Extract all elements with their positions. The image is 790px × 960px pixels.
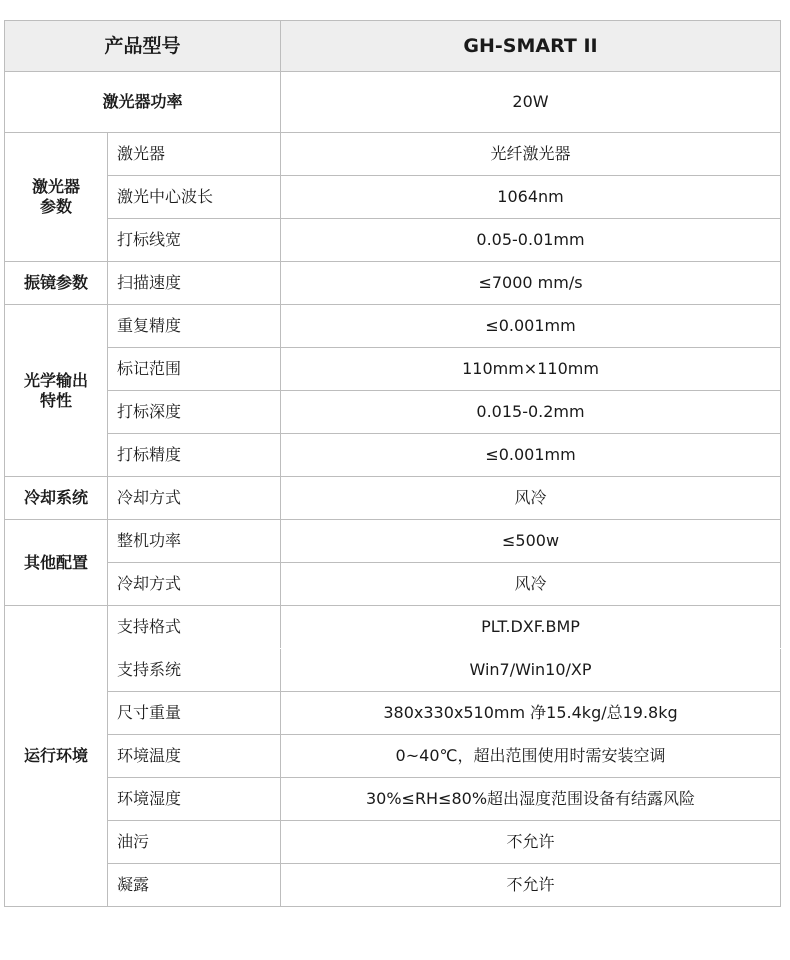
table-row — [5, 778, 781, 821]
row-item: 尺寸重量 — [108, 692, 281, 735]
row-item: 激光中心波长 — [108, 176, 281, 219]
category-galvo-params: 振镜参数 — [5, 262, 108, 305]
row-value: 1064nm — [281, 176, 781, 219]
row-item: 油污 — [108, 821, 281, 864]
row-item: 重复精度 — [108, 305, 281, 348]
table-row — [5, 305, 781, 348]
row-item: 冷却方式 — [108, 477, 281, 520]
row-item: 扫描速度 — [108, 262, 281, 305]
table-row — [5, 219, 781, 262]
row-value: ≤0.001mm — [281, 434, 781, 477]
header-row — [5, 21, 781, 72]
row-value: 110mm×110mm — [281, 348, 781, 391]
row-value: Win7/Win10/XP — [281, 649, 781, 692]
category-other: 其他配置 — [5, 520, 108, 606]
row-value: PLT.DXF.BMP — [281, 606, 781, 649]
table-row — [5, 864, 781, 907]
row-value: 0.05-0.01mm — [281, 219, 781, 262]
table-row — [5, 563, 781, 606]
row-item: 标记范围 — [108, 348, 281, 391]
row-value: 380x330x510mm 净15.4kg/总19.8kg — [281, 692, 781, 735]
row-item: 打标线宽 — [108, 219, 281, 262]
row-item: 支持格式 — [108, 606, 281, 649]
row-value: 不允许 — [281, 821, 781, 864]
category-environment: 运行环境 — [5, 606, 108, 907]
table-row — [5, 735, 781, 778]
row-value: 不允许 — [281, 864, 781, 907]
category-laser-params: 激光器 参数 — [5, 133, 108, 262]
row-item: 整机功率 — [108, 520, 281, 563]
row-item: 冷却方式 — [108, 563, 281, 606]
table-row — [5, 692, 781, 735]
row-value: ≤7000 mm/s — [281, 262, 781, 305]
row-value: 光纤激光器 — [281, 133, 781, 176]
row-item: 激光器 — [108, 133, 281, 176]
table-row — [5, 133, 781, 176]
laser-power-value: 20W — [281, 72, 781, 133]
spec-table — [4, 20, 781, 907]
row-item: 凝露 — [108, 864, 281, 907]
category-cooling: 冷却系统 — [5, 477, 108, 520]
row-value: 0~40℃，超出范围使用时需安装空调 — [281, 735, 781, 778]
category-optical: 光学输出 特性 — [5, 305, 108, 477]
table-row — [5, 649, 781, 692]
model-label: 产品型号 — [5, 21, 281, 72]
model-value: GH-SMART II — [281, 21, 781, 72]
table-row — [5, 176, 781, 219]
table-row — [5, 391, 781, 434]
table-row — [5, 262, 781, 305]
row-value: ≤0.001mm — [281, 305, 781, 348]
row-item: 环境湿度 — [108, 778, 281, 821]
row-item: 支持系统 — [108, 649, 281, 692]
row-item: 打标精度 — [108, 434, 281, 477]
row-value: ≤500w — [281, 520, 781, 563]
table-row — [5, 477, 781, 520]
table-row — [5, 606, 781, 649]
row-value: 30%≤RH≤80%超出湿度范围设备有结露风险 — [281, 778, 781, 821]
table-row — [5, 520, 781, 563]
row-value: 风冷 — [281, 477, 781, 520]
table-row — [5, 821, 781, 864]
row-item: 打标深度 — [108, 391, 281, 434]
row-value: 0.015-0.2mm — [281, 391, 781, 434]
row-value: 风冷 — [281, 563, 781, 606]
row-item: 环境温度 — [108, 735, 281, 778]
laser-power-row — [5, 72, 781, 133]
table-row — [5, 434, 781, 477]
table-row — [5, 348, 781, 391]
laser-power-label: 激光器功率 — [5, 72, 281, 133]
